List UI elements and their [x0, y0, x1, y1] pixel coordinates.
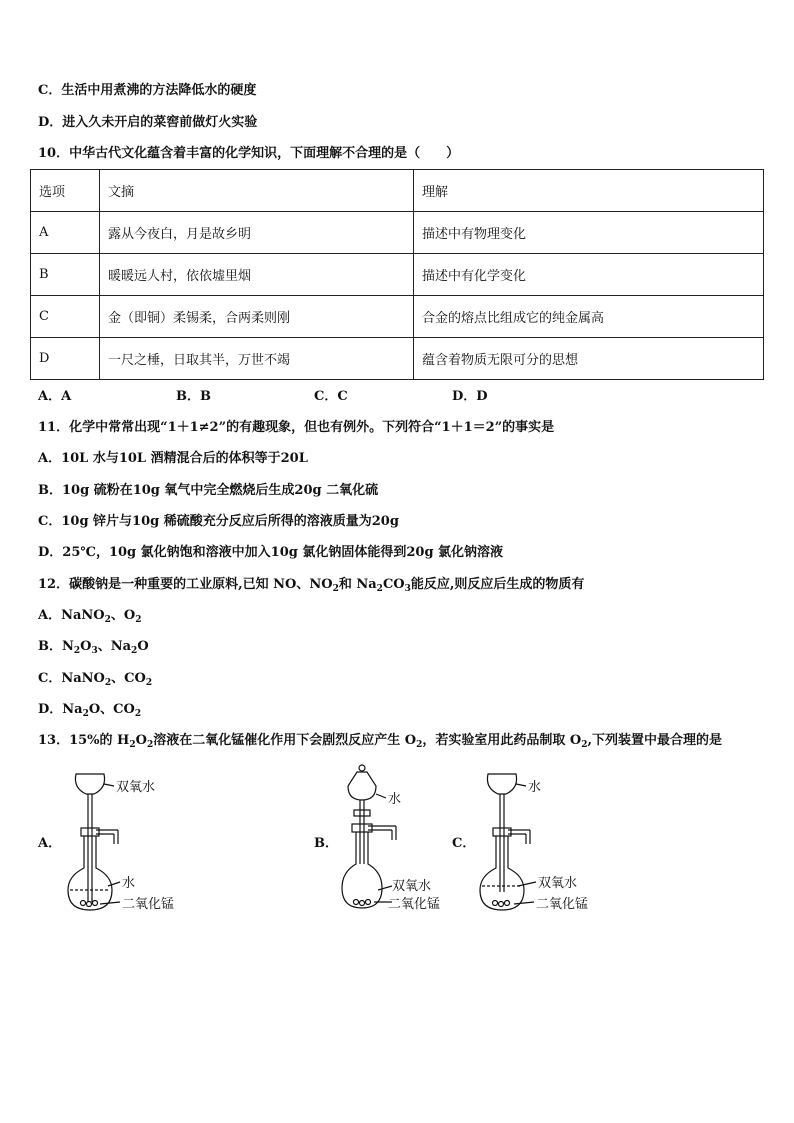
q10-option-b: B．B — [176, 389, 211, 404]
figure-c-funnel-label: 水 — [528, 780, 542, 795]
table-cell: 暖暖远人村，依依墟里烟 — [100, 254, 414, 296]
thistle-funnel-bowl — [487, 774, 516, 794]
table-cell: 合金的熔点比组成它的纯金属高 — [414, 296, 764, 338]
table-row — [31, 212, 764, 254]
round-flask — [342, 832, 382, 908]
table-cell: 金（即铜）柔锡柔，合两柔则刚 — [100, 296, 414, 338]
q10-option-a: A．A — [38, 389, 72, 404]
stopcock — [354, 810, 370, 816]
figure-b-flask-label: 双氧水 — [392, 879, 432, 894]
q12-option-c: C．NaNO$_2$、$CO_2$ — [38, 671, 153, 688]
q9-option-d: D．进入久未开启的菜窖前做灯火实验 — [38, 115, 258, 130]
table-cell: D — [31, 338, 100, 380]
q10-option-d: D．D — [452, 389, 488, 404]
table-header-cell: 理解 — [414, 170, 764, 212]
stopper — [493, 828, 511, 836]
q11-option-b: B．10g 硫粉在10g 氧气中完全燃烧后生成20g 二氧化硫 — [38, 483, 379, 498]
table-header-row — [31, 170, 764, 212]
table-row — [31, 338, 764, 380]
q12-stem: 12．碳酸钠是一种重要的工业原料,已知 NO、$NO_2$和 $Na_2CO_3$能反应,则反应后生成的物质有 — [38, 577, 585, 594]
figure-a-solid-label: 二氧化锰 — [122, 897, 175, 912]
table-header-cell: 选项 — [31, 170, 100, 212]
table-cell: C — [31, 296, 100, 338]
table-cell: 蕴含着物质无限可分的思想 — [414, 338, 764, 380]
figure-b-apparatus — [336, 760, 466, 914]
table-cell: A — [31, 212, 100, 254]
round-flask — [68, 836, 112, 910]
table-cell: B — [31, 254, 100, 296]
figure-c-label: C． — [452, 836, 476, 851]
q11-option-a: A．10L 水与10L 酒精混合后的体积等于20L — [38, 451, 308, 466]
funnel-stopper — [359, 765, 365, 771]
figure-a-apparatus — [60, 762, 200, 914]
round-flask — [480, 836, 524, 910]
q12-option-d: D．$Na_2O$、$CO_2$ — [38, 702, 142, 719]
figure-c-apparatus — [474, 762, 614, 914]
q9-option-c: C．生活中用煮沸的方法降低水的硬度 — [38, 83, 257, 98]
table-cell: 露从今夜白，月是故乡明 — [100, 212, 414, 254]
q12-option-a: A．NaNO$_2$、$O_2$ — [38, 608, 142, 625]
figure-b-funnel-label: 水 — [388, 792, 402, 807]
figure-b-solid-label: 二氧化锰 — [388, 897, 441, 912]
q11-option-c: C．10g 锌片与10g 稀硫酸充分反应后所得的溶液质量为20g — [38, 514, 399, 529]
thistle-funnel-bowl — [75, 774, 104, 794]
table-cell: 描述中有化学变化 — [414, 254, 764, 296]
table-cell: 描述中有物理变化 — [414, 212, 764, 254]
q11-option-d: D．25℃，10g 氯化钠饱和溶液中加入10g 氯化钠固体能得到20g 氯化钠溶液 — [38, 545, 504, 560]
q10-option-c: C．C — [314, 389, 348, 404]
figure-b-label: B． — [314, 836, 338, 851]
q12-option-b: B．$N_2O_3$、$Na_2O$ — [38, 639, 149, 656]
figure-a-funnel-label: 双氧水 — [116, 780, 156, 795]
table-row — [31, 254, 764, 296]
q10-table — [30, 169, 764, 380]
stopper — [352, 824, 372, 832]
q11-stem: 11．化学中常常出现“1＋1≠2”的有趣现象，但也有例外。下列符合“1＋1＝2”的事实是 — [38, 420, 555, 435]
table-row — [31, 296, 764, 338]
stopper — [81, 828, 99, 836]
table-header-cell: 文摘 — [100, 170, 414, 212]
figure-a-flask-label: 水 — [122, 876, 136, 891]
figure-c-solid-label: 二氧化锰 — [536, 897, 589, 912]
table-cell: 一尺之棰，日取其半，万世不竭 — [100, 338, 414, 380]
figure-a-label: A． — [38, 836, 62, 851]
figure-c-flask-label: 双氧水 — [538, 876, 578, 891]
q10-stem: 10．中华古代文化蕴含着丰富的化学知识，下面理解不合理的是（ ） — [38, 146, 460, 161]
q13-stem: 13．15%的 $H_2O_2$溶液在二氧化锰催化作用下会剧烈反应产生 $O_2$，若实验室用此药品制取 $O_2$,下列装置中最合理的是 — [38, 733, 722, 750]
separatory-funnel — [348, 772, 376, 800]
